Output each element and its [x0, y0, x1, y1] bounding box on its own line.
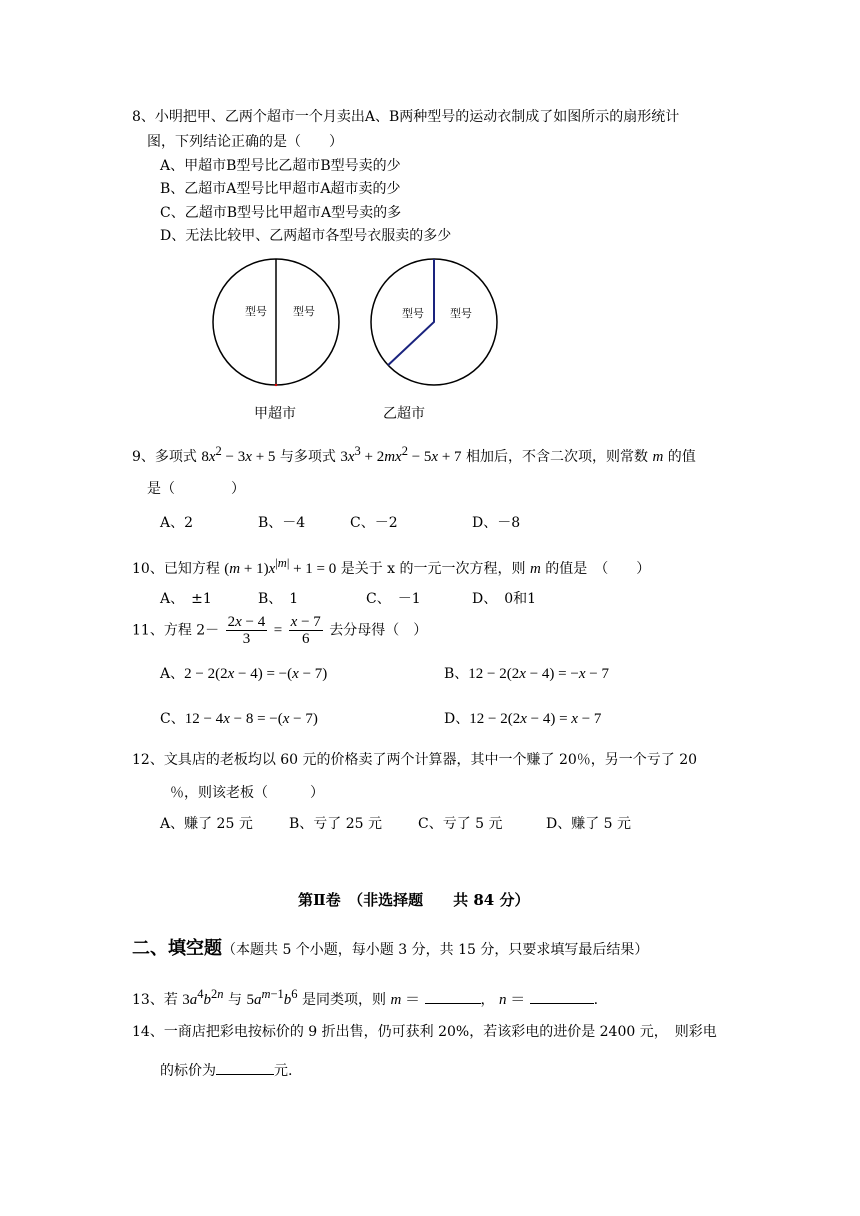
- q9-poly-2: $3x^3 + 2mx^2 - 5x + 7$: [340, 444, 462, 465]
- q9-stem-line2: 是（ ）: [147, 481, 245, 497]
- q11-option-a: A、2 − 2(2x − 4) = −(x − 7): [160, 666, 328, 682]
- part2-title: 第Ⅱ卷 （非选择题 共 84 分）: [298, 891, 530, 909]
- pie-yi-label-right: 型号: [450, 307, 472, 320]
- pie-yi-label-left: 型号: [402, 307, 424, 320]
- q13-term-2: $5a^{m-1}b^6$: [246, 987, 298, 1008]
- q10-option-b: B、 1: [258, 591, 299, 607]
- q12-stem-line1: 12、文具店的老板均以 60 元的价格卖了两个计算器，其中一个赚了 20％，另一个亏了 20: [132, 752, 698, 768]
- section2-note: （本题共 5 个小题，每小题 3 分，共 15 分，只要求填写最后结果）: [222, 942, 649, 958]
- pie-jia-red-dot: [275, 384, 277, 386]
- q9-poly-1: $8x^2 - 3x + 5$: [201, 444, 276, 465]
- q12-option-a: A、赚了 25 元: [160, 816, 253, 832]
- q14-stem-line2: 的标价为 元.: [160, 1060, 292, 1080]
- pie-charts: [0, 250, 860, 450]
- pie-jia-title: 甲超市: [254, 406, 296, 422]
- q13-blank-n[interactable]: [530, 989, 594, 1004]
- q11-fraction-right: $\frac{x - 7}{6}$: [290, 614, 321, 647]
- q9-option-b: B、－4: [258, 515, 306, 531]
- q8-option-b: B、乙超市A型号比甲超市A超市卖的少: [160, 181, 401, 197]
- q8-stem-line2: 图，下列结论正确的是（ ）: [147, 134, 343, 150]
- q10-option-a: A、 ±1: [160, 591, 212, 607]
- q12-option-b: B、亏了 25 元: [289, 816, 383, 832]
- q14-stem-line1: 14、一商店把彩电按标价的 9 折出售，仍可获利 20%，若该彩电的进价是 2400 元， 则彩电: [132, 1024, 717, 1040]
- q9-stem-line1: 9、多项式 $8x^2 - 3x + 5$ 与多项式 $3x^3 + 2mx^2 - 5x + 7$ 相加后，不含二次项，则常数 m 的值: [132, 444, 696, 465]
- q13-blank-m[interactable]: [425, 989, 481, 1004]
- pie-jia-label-right: 型号: [293, 305, 315, 318]
- q8-option-d: D、无法比较甲、乙两超市各型号衣服卖的多少: [160, 228, 452, 244]
- pie-yi-title: 乙超市: [383, 406, 425, 422]
- q12-option-c: C、亏了 5 元: [418, 816, 503, 832]
- q12-stem-line2: ％，则该老板（ ）: [170, 785, 324, 801]
- pie-jia-label-left: 型号: [245, 305, 267, 318]
- q11-fraction-left: $\frac{2x - 4}{3}$: [227, 614, 266, 647]
- q11-option-d: D、12 − 2(2x − 4) = x − 7: [444, 711, 602, 727]
- q10-equation: $(m + 1)x^{|m|} + 1 = 0$: [224, 556, 337, 577]
- q8-option-a: A、甲超市B型号比乙超市B型号卖的少: [160, 158, 401, 174]
- q13-term-1: $3a^4b^{2n}$: [182, 987, 224, 1008]
- section2-heading-line: [132, 934, 648, 960]
- q12-option-d: D、赚了 5 元: [546, 816, 632, 832]
- q8-option-c: C、乙超市B型号比甲超市A型号卖的多: [160, 205, 402, 221]
- q9-option-a: A、2: [160, 515, 194, 531]
- pie-chart-jia: [213, 259, 339, 386]
- q10-stem: 10、已知方程 $(m + 1)x^{|m|} + 1 = 0$ 是关于 x 的一元一次方程，则 m 的值是 （ ）: [132, 556, 651, 577]
- q11-stem: 11、方程 2－ $\frac{2x - 4}{3}$ = $\frac{x - 7}{6}$ 去分母得（ ）: [132, 614, 428, 647]
- q11-option-c: C、12 − 4x − 8 = −(x − 7): [160, 711, 318, 727]
- q13-stem: 13、若 $3a^4b^{2n}$ 与 $5a^{m-1}b^6$ 是同类项，则 m ＝ ， n ＝ .: [132, 987, 599, 1008]
- q8-stem-line1: 8、小明把甲、乙两个超市一个月卖出A、B两种型号的运动衣制成了如图所示的扇形统计: [132, 109, 680, 125]
- q14-blank-price[interactable]: [216, 1060, 274, 1075]
- q9-option-d: D、－8: [472, 515, 521, 531]
- q10-option-d: D、 0和1: [472, 591, 537, 607]
- q10-option-c: C、 －1: [366, 591, 421, 607]
- q11-option-b: B、12 − 2(2x − 4) = −x − 7: [444, 666, 609, 682]
- section2-heading: 二、填空题: [132, 938, 222, 959]
- pie-chart-yi: [371, 259, 497, 385]
- q9-option-c: C、－2: [350, 515, 398, 531]
